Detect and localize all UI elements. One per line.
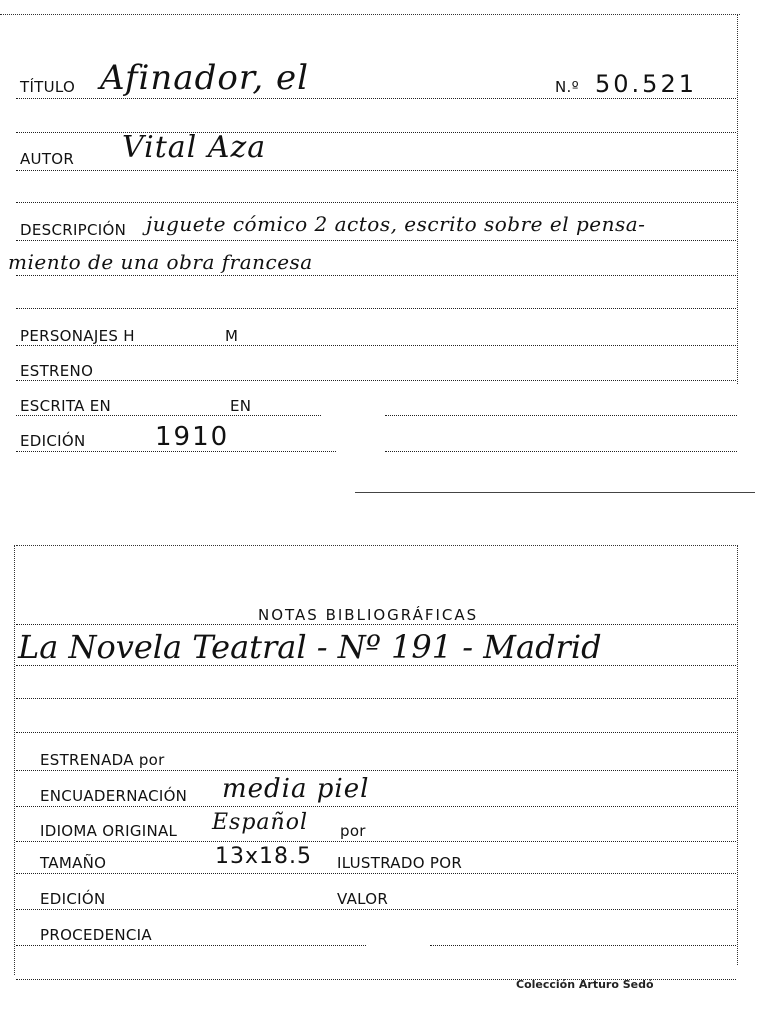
edicion-label: EDICIÓN (20, 432, 86, 450)
escrita-en-label: EN (230, 397, 252, 415)
notas-line (16, 624, 736, 625)
card-border (14, 545, 15, 975)
tamano-line (16, 873, 736, 874)
titulo-label: TÍTULO (20, 78, 76, 96)
edicion-line (16, 451, 336, 452)
card-border (737, 14, 738, 384)
encuadernacion-value: media piel (222, 774, 370, 804)
blank-line (16, 202, 736, 203)
descripcion-line (16, 240, 736, 241)
estrenada-label: ESTRENADA por (40, 751, 165, 769)
card-border (0, 14, 740, 15)
escrita-line (16, 415, 321, 416)
personajes-line (16, 345, 736, 346)
procedencia-line (16, 945, 366, 946)
card-border (16, 545, 738, 546)
personajes-label: PERSONAJES H (20, 327, 135, 345)
idioma-line (16, 841, 736, 842)
tamano-value: 13x18.5 (215, 844, 312, 869)
autor-line (16, 170, 736, 171)
edicion-value: 1910 (155, 422, 230, 452)
tamano-label: TAMAÑO (40, 854, 107, 872)
procedencia-label: PROCEDENCIA (40, 926, 152, 944)
estreno-label: ESTRENO (20, 362, 94, 380)
encuadernacion-line (16, 806, 736, 807)
descripcion-line (16, 275, 736, 276)
numero-label: N.º (555, 78, 579, 96)
notas-title: NOTAS BIBLIOGRÁFICAS (258, 606, 479, 624)
blank-line (16, 732, 736, 733)
estreno-line (16, 380, 736, 381)
estrenada-line (16, 770, 736, 771)
personajes-m-label: M (225, 327, 239, 345)
edicion-bottom-label: EDICIÓN (40, 890, 106, 908)
escrita-label: ESCRITA EN (20, 397, 112, 415)
autor-value: Vital Aza (122, 130, 267, 165)
notas-line (16, 665, 736, 666)
card-edge-line (355, 492, 755, 493)
descripcion-line-2: miento de una obra francesa (8, 250, 313, 274)
notas-value: La Novela Teatral - Nº 191 - Madrid (18, 628, 602, 666)
numero-value: 50.521 (595, 70, 697, 98)
descripcion-line-1: juguete cómico 2 actos, escrito sobre el pensa- (146, 212, 646, 236)
titulo-line (16, 98, 736, 99)
edicion-line (385, 451, 737, 452)
valor-label: VALOR (337, 890, 389, 908)
titulo-value: Afinador, el (100, 58, 309, 98)
blank-line (16, 698, 736, 699)
procedencia-line (430, 945, 736, 946)
idioma-value: Español (212, 810, 308, 835)
idioma-label: IDIOMA ORIGINAL (40, 822, 178, 840)
edicion-bottom-line (16, 909, 736, 910)
encuadernacion-label: ENCUADERNACIÓN (40, 787, 188, 805)
catalog-card-top (0, 0, 759, 500)
autor-label: AUTOR (20, 150, 75, 168)
ilustrado-label: ILUSTRADO POR (337, 854, 463, 872)
card-border (737, 545, 738, 965)
descripcion-label: DESCRIPCIÓN (20, 221, 127, 239)
escrita-line (385, 415, 737, 416)
idioma-por-label: por (340, 822, 366, 840)
blank-line (16, 308, 736, 309)
collection-footer: Colección Arturo Sedó (516, 978, 654, 991)
